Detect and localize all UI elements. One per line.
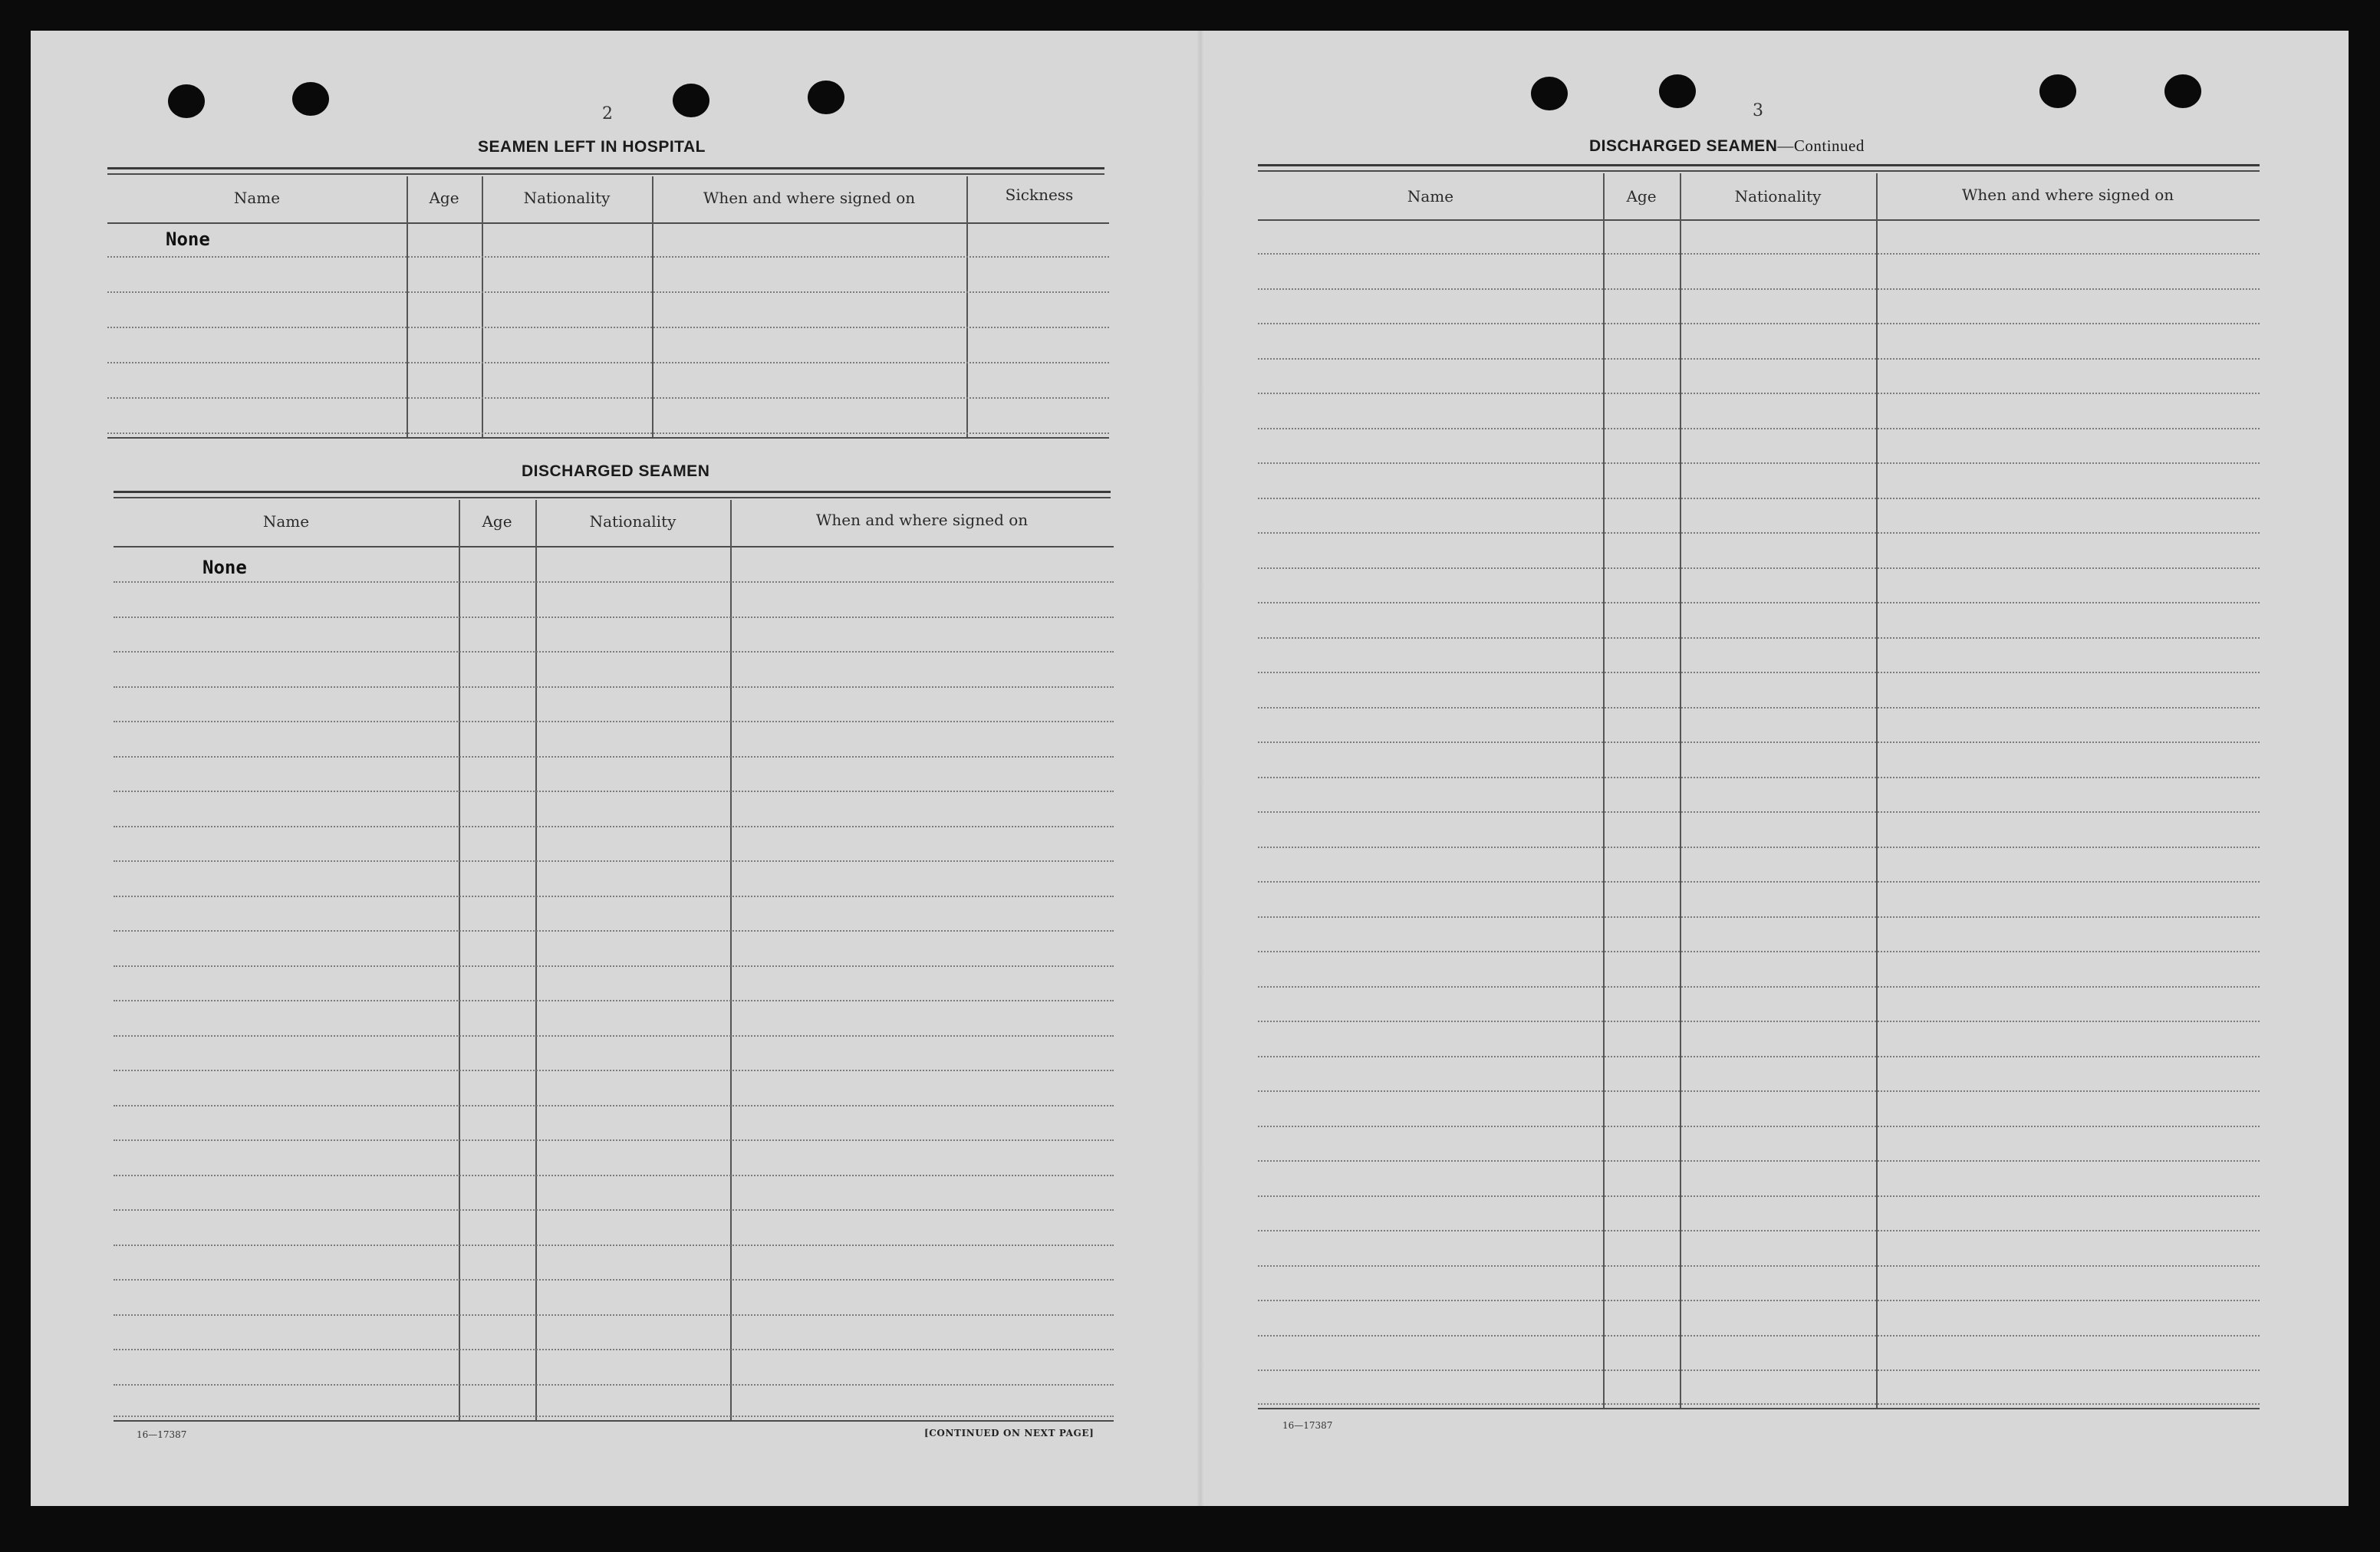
row-line [1258, 1090, 2260, 1092]
row-line [114, 791, 1114, 792]
row-line [1258, 1370, 2260, 1371]
punch-hole [2039, 74, 2076, 108]
column-header-nationality: Nationality [523, 189, 611, 207]
column-header-age: Age [1626, 187, 1657, 206]
row-line [114, 826, 1114, 827]
punch-hole [808, 81, 844, 114]
punch-hole [673, 84, 709, 117]
column-divider [535, 500, 537, 1420]
column-header-nationality: Nationality [589, 512, 676, 531]
row-line [1258, 288, 2260, 290]
column-header-name: Name [1407, 187, 1454, 206]
row-line [1258, 498, 2260, 499]
header-rule [107, 222, 1109, 224]
row-line [1258, 777, 2260, 778]
row-line [1258, 1300, 2260, 1301]
discharged-section-title: DISCHARGED SEAMEN [522, 462, 710, 480]
row-line [1258, 741, 2260, 743]
row-line [114, 1070, 1114, 1071]
row-line [114, 860, 1114, 862]
table-end-rule [114, 1420, 1114, 1422]
hospital-section-title: SEAMEN LEFT IN HOSPITAL [478, 138, 706, 156]
row-line [1258, 637, 2260, 639]
row-line [1258, 986, 2260, 988]
title-rule [1258, 164, 2260, 166]
row-line [1258, 393, 2260, 394]
row-line [114, 1105, 1114, 1106]
row-line [1258, 847, 2260, 848]
row-line [114, 756, 1114, 758]
page-number: 2 [602, 104, 613, 123]
row-line [114, 617, 1114, 618]
title-rule [114, 491, 1111, 493]
document-sheet [31, 31, 2349, 1506]
row-line [114, 721, 1114, 722]
punch-hole [168, 84, 205, 118]
form-number: 16—17387 [137, 1429, 187, 1440]
punch-hole [1531, 77, 1568, 110]
title-rule [114, 497, 1111, 498]
column-header-signed-on: When and where signed on [703, 189, 916, 207]
continued-note: [CONTINUED ON NEXT PAGE] [924, 1428, 1095, 1439]
row-line [1258, 881, 2260, 883]
row-line [114, 1314, 1114, 1316]
row-line [114, 1349, 1114, 1350]
row-line [1258, 1056, 2260, 1057]
column-header-name: Name [262, 512, 310, 531]
row-line [1258, 707, 2260, 709]
form-number: 16—17387 [1282, 1420, 1333, 1431]
row-line [1258, 1126, 2260, 1127]
row-line [114, 1035, 1114, 1037]
row-line [114, 686, 1114, 688]
table-end-rule [107, 437, 1109, 439]
column-header-signed-on: When and where signed on [815, 511, 1029, 529]
row-line [114, 651, 1114, 653]
row-line [114, 1139, 1114, 1141]
row-line [114, 581, 1114, 583]
punch-hole [2164, 74, 2201, 108]
column-header-age: Age [429, 189, 459, 207]
row-line [1258, 462, 2260, 464]
table-end-dots [114, 1416, 1114, 1417]
row-line [114, 965, 1114, 967]
discharged-entry-none: None [202, 557, 247, 578]
row-line [1258, 672, 2260, 673]
column-header-signed-on: When and where signed on [1961, 186, 2174, 204]
column-header-name: Name [233, 189, 281, 207]
row-line [114, 1000, 1114, 1001]
column-header-sickness: Sickness [1005, 186, 1074, 204]
row-line [114, 930, 1114, 932]
column-divider [730, 500, 732, 1420]
discharged-continued-title [1589, 136, 1865, 156]
row-line [1258, 602, 2260, 603]
row-line [1258, 323, 2260, 324]
row-line [114, 1279, 1114, 1281]
row-line [114, 1384, 1114, 1386]
row-line [107, 327, 1109, 328]
table-end-rule [1258, 1408, 2260, 1409]
table-end-dots [107, 432, 1109, 434]
row-line [1258, 1335, 2260, 1337]
row-line [107, 256, 1109, 258]
row-line [1258, 951, 2260, 952]
title-rule [1258, 170, 2260, 172]
page-fold [1197, 31, 1204, 1506]
row-line [114, 896, 1114, 897]
row-line [1258, 1021, 2260, 1022]
row-line [1258, 1160, 2260, 1162]
column-header-age: Age [482, 512, 512, 531]
page-number: 3 [1753, 101, 1763, 120]
row-line [1258, 1195, 2260, 1197]
row-line [107, 397, 1109, 399]
row-line [1258, 1265, 2260, 1267]
row-line [114, 1175, 1114, 1176]
row-line [1258, 532, 2260, 534]
row-line [1258, 253, 2260, 255]
column-divider [459, 500, 460, 1420]
column-header-nationality: Nationality [1734, 187, 1822, 206]
row-line [1258, 358, 2260, 360]
title-main: DISCHARGED SEAMEN [1589, 137, 1778, 155]
table-end-dots [1258, 1403, 2260, 1405]
row-line [1258, 567, 2260, 569]
row-line [1258, 1230, 2260, 1231]
title-continued: —Continued [1777, 136, 1865, 155]
row-line [1258, 811, 2260, 813]
row-line [1258, 428, 2260, 429]
row-line [1258, 916, 2260, 918]
hospital-entry-none: None [166, 229, 210, 250]
punch-hole [292, 82, 329, 116]
header-rule [114, 546, 1114, 547]
row-line [107, 362, 1109, 363]
row-line [114, 1245, 1114, 1246]
title-rule [107, 173, 1104, 175]
header-rule [1258, 219, 2260, 221]
row-line [114, 1209, 1114, 1211]
title-rule [107, 167, 1104, 169]
row-line [107, 291, 1109, 293]
punch-hole [1659, 74, 1696, 108]
